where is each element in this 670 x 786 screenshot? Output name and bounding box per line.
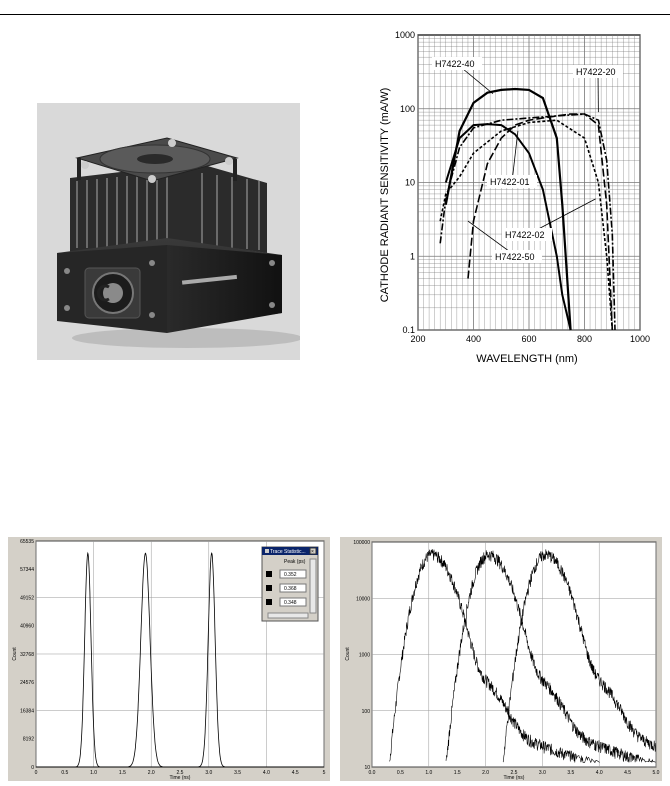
x-tick-label: 2.0	[482, 770, 490, 776]
annotation-label-H7422-20: H7422-20	[576, 67, 616, 77]
x-tick-label: 5	[322, 770, 326, 776]
x-tick-label: 5.0	[652, 770, 660, 776]
y-tick-label: 10	[404, 177, 415, 188]
x-tick-label: 3.5	[234, 770, 242, 776]
photomultiplier-module-picture	[37, 103, 300, 360]
x-tick-label: 800	[576, 334, 593, 344]
y-tick-label: 40960	[20, 623, 34, 630]
x-axis-label: Time (ns)	[503, 775, 525, 781]
y-axis-label: CATHODE RADIANT SENSITIVITY (mA/W)	[379, 87, 391, 303]
y-tick-label: 10000	[356, 596, 370, 603]
x-tick-label: 1000	[629, 334, 651, 344]
annotation-label-H7422-02: H7422-02	[505, 230, 545, 240]
x-tick-label: 0.5	[61, 770, 69, 776]
x-tick-label: 200	[410, 334, 426, 344]
y-tick-label: 65535	[20, 539, 34, 545]
spectral-response-svg	[370, 25, 670, 370]
trace-2-swatch	[266, 585, 272, 591]
y-tick-label: 0.1	[402, 325, 415, 335]
annotation-label-H7422-40: H7422-40	[435, 59, 475, 69]
y-tick-label: 49152	[20, 595, 34, 602]
x-tick-label: 2.0	[147, 770, 155, 776]
peak-column-header: Peak (ps)	[284, 559, 306, 565]
x-tick-label: 1.5	[118, 770, 126, 776]
x-tick-label: 4.0	[595, 770, 603, 776]
y-tick-label: 1000	[358, 652, 370, 659]
y-tick-label: 57344	[20, 567, 34, 574]
x-tick-label: 0	[34, 770, 38, 776]
x-tick-label: 2.5	[176, 770, 184, 776]
annotation-label-H7422-50: H7422-50	[495, 252, 535, 262]
linear-timing-svg	[8, 537, 330, 781]
trace-2-peak: 0.368	[284, 586, 297, 592]
y-tick-label: 24576	[20, 680, 34, 687]
x-axis-label: Time (ns)	[169, 775, 191, 781]
y-tick-label: 32768	[20, 651, 34, 658]
y-tick-label: 8192	[22, 736, 34, 743]
trace-3-swatch	[266, 599, 272, 605]
x-tick-label: 4.0	[262, 770, 270, 776]
y-axis-label: Count	[345, 647, 351, 661]
window-icon	[265, 549, 269, 553]
y-tick-label: 1000	[394, 30, 415, 40]
trace-1-swatch	[266, 571, 272, 577]
x-tick-label: 2.5	[510, 770, 518, 776]
x-tick-label: 3.0	[205, 770, 213, 776]
x-tick-label: 400	[465, 334, 482, 344]
x-tick-label: 600	[521, 334, 537, 344]
y-tick-label: 16384	[20, 708, 34, 715]
y-tick-label: 0	[31, 765, 34, 771]
log-timing-svg	[340, 537, 662, 781]
y-tick-label: 100	[399, 103, 415, 114]
header-rule	[0, 14, 670, 15]
x-tick-label: 1.0	[90, 770, 98, 776]
y-axis-label: Count	[12, 647, 18, 661]
x-tick-label: 4.5	[291, 770, 299, 776]
trace-3-peak: 0.348	[284, 600, 297, 606]
y-tick-label: 100	[361, 708, 370, 715]
x-tick-label: 0.5	[396, 770, 404, 776]
trace-window-title: Trace Statistic...	[270, 549, 306, 555]
x-tick-label: 1.0	[425, 770, 433, 776]
log-timing-plot	[340, 537, 662, 781]
trace-statistic-window[interactable]	[262, 547, 318, 621]
input-window	[85, 268, 140, 318]
y-tick-label: 1	[409, 251, 415, 262]
spectral-response-chart	[370, 25, 670, 370]
y-tick-label: 100000	[353, 540, 370, 546]
x-tick-label: 0.0	[368, 770, 376, 776]
x-tick-label: 3.5	[567, 770, 575, 776]
linear-timing-plot	[8, 537, 330, 781]
product-photo	[37, 103, 300, 360]
x-axis-label: WAVELENGTH (nm)	[476, 353, 578, 365]
close-glyph: ×	[311, 549, 314, 555]
x-tick-label: 3.0	[538, 770, 546, 776]
y-tick-label: 10	[364, 765, 370, 771]
vertical-scrollbar[interactable]	[310, 559, 316, 613]
annotation-label-H7422-01: H7422-01	[490, 177, 530, 187]
x-tick-label: 4.5	[624, 770, 632, 776]
horizontal-scrollbar[interactable]	[268, 613, 308, 618]
trace-1-peak: 0.352	[284, 572, 297, 578]
x-tick-label: 1.5	[453, 770, 461, 776]
